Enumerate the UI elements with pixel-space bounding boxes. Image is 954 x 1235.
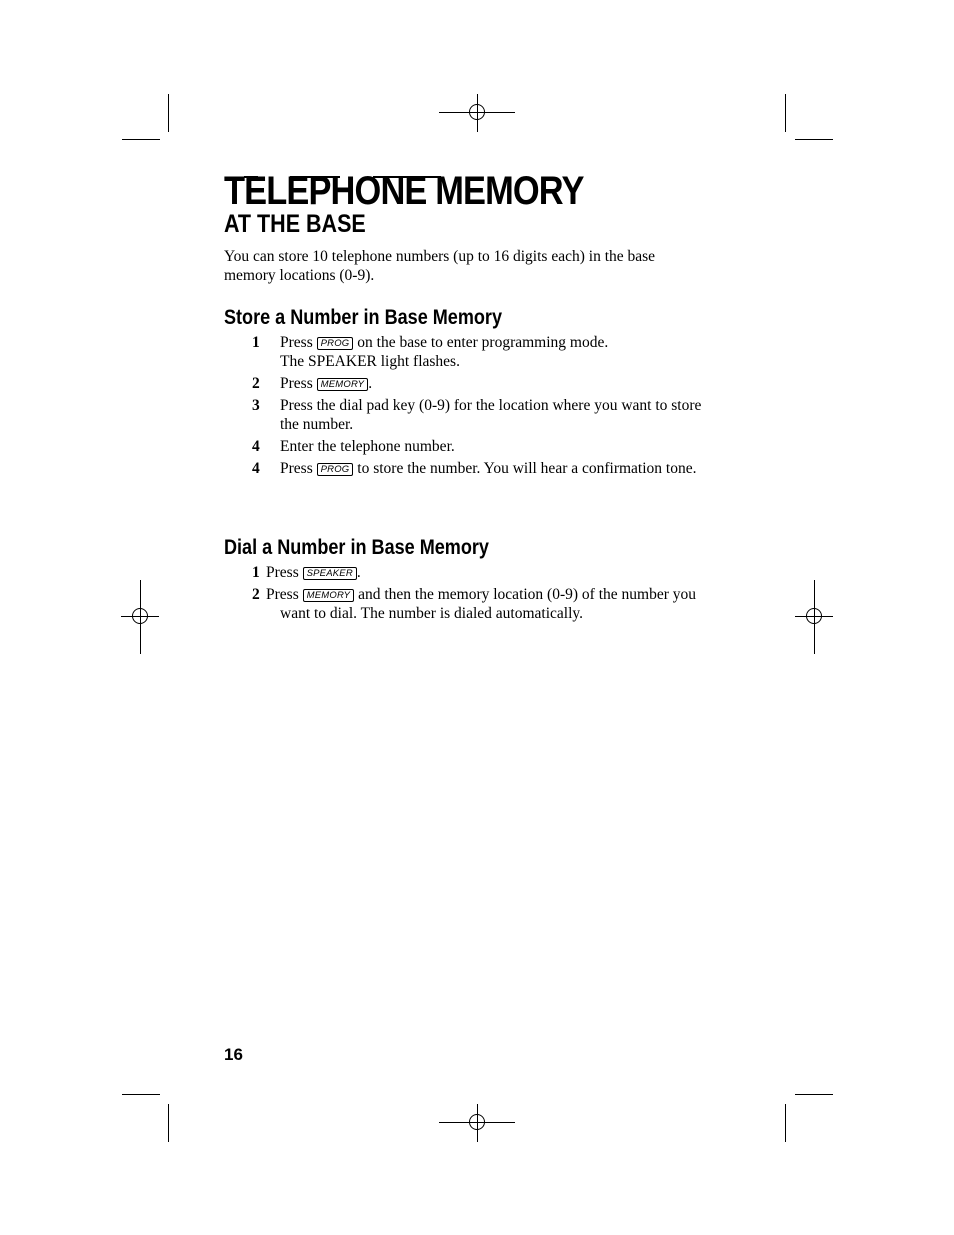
page-title: TELEPHONE MEMORY	[224, 169, 584, 213]
step-number: 1	[252, 334, 260, 351]
store-section-heading: Store a Number in Base Memory	[224, 306, 503, 329]
store-step-3	[252, 396, 712, 434]
page-number: 16	[224, 1045, 243, 1064]
step-text-after: to store the number. You will hear a confirmation tone.	[357, 460, 697, 477]
step-text-before: Press	[266, 564, 299, 581]
memory-key-icon: MEMORY	[317, 378, 369, 391]
step-text-after: and then the memory location (0-9) of the number you want to dial. The number is dialed automatically.	[280, 586, 696, 622]
intro-paragraph: You can store 10 telephone numbers (up to 16 digits each) in the base memory locations (0-9).	[224, 248, 656, 284]
step-text-after: on the base to enter programming mode.	[357, 334, 609, 351]
step-text-before: Press	[266, 586, 299, 603]
step-number: 4	[252, 438, 260, 455]
step-number: 2	[252, 586, 260, 603]
page-subtitle: AT THE BASE	[224, 210, 366, 238]
store-steps-list	[252, 333, 712, 481]
step-number: 2	[252, 375, 260, 392]
step-number: 1	[252, 564, 260, 581]
dial-step-2	[252, 585, 712, 623]
store-step-5	[252, 459, 712, 478]
step-text-before: Press	[280, 460, 313, 477]
prog-key-icon: PROG	[317, 337, 354, 350]
prog-key-icon: PROG	[317, 463, 354, 476]
dial-steps-list	[252, 563, 712, 626]
step-text-line2: The SPEAKER light flashes.	[280, 353, 460, 370]
step-text: Press the dial pad key (0-9) for the location where you want to store the number.	[280, 397, 702, 433]
speaker-key-icon: SPEAKER	[303, 567, 357, 580]
step-text: Enter the telephone number.	[280, 438, 455, 455]
step-text-before: Press	[280, 334, 313, 351]
dial-step-1	[252, 563, 712, 582]
step-text-before: Press	[280, 375, 313, 392]
step-text-after: .	[356, 564, 361, 581]
step-text-after: .	[368, 375, 373, 392]
memory-key-icon: MEMORY	[303, 589, 355, 602]
store-step-4	[252, 437, 712, 456]
store-step-2	[252, 374, 712, 393]
dial-section-heading: Dial a Number in Base Memory	[224, 536, 489, 559]
store-step-1	[252, 333, 712, 371]
step-number: 4	[252, 460, 260, 477]
step-number: 3	[252, 397, 260, 414]
